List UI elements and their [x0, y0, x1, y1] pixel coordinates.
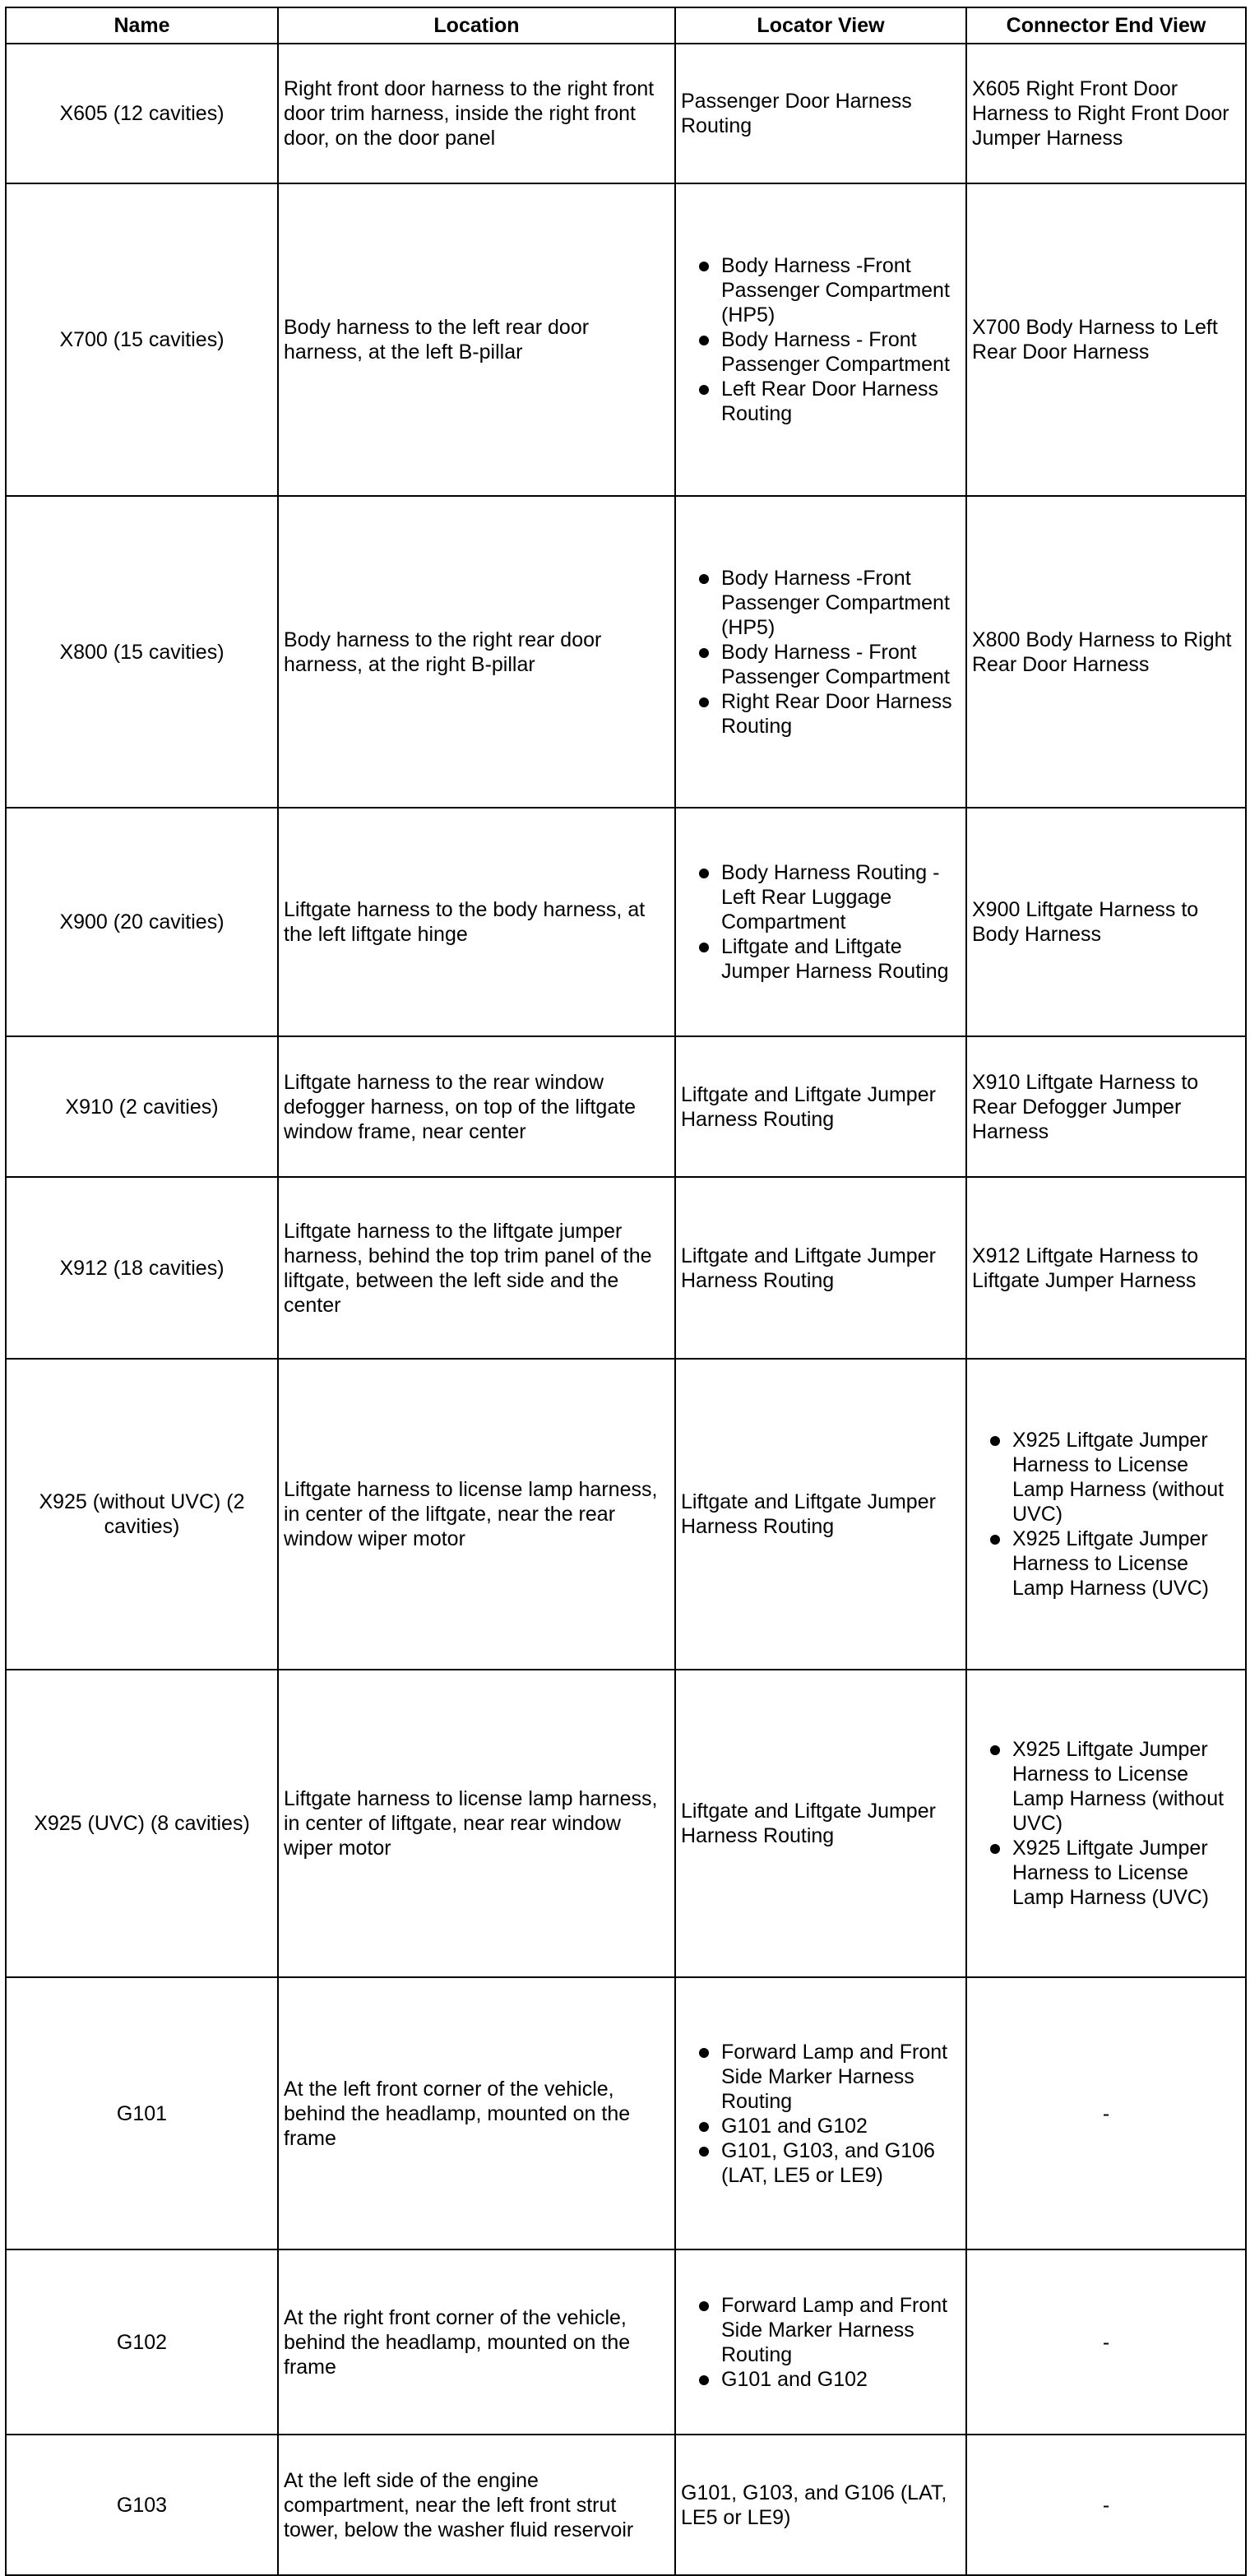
table-row [6, 2249, 1246, 2435]
list-item: Body Harness Routing - Left Rear Luggage Compartment [681, 860, 961, 934]
cell-location: Body harness to the right rear door harness, at the right B-pillar [278, 496, 675, 808]
cell-locator-view-text: Liftgate and Liftgate Jumper Harness Routing [681, 1244, 936, 1292]
cell-name: X800 (15 cavities) [6, 496, 278, 808]
cell-location: Liftgate harness to license lamp harness, in center of the liftgate, near the rear window wiper motor [278, 1359, 675, 1670]
list-item: Right Rear Door Harness Routing [681, 689, 961, 739]
cell-locator-view-text: Liftgate and Liftgate Jumper Harness Routing [681, 1490, 936, 1538]
cell-location: At the left front corner of the vehicle, behind the headlamp, mounted on the frame [278, 1977, 675, 2249]
cell-locator-view [675, 2249, 966, 2435]
cell-location: Liftgate harness to the body harness, at the left liftgate hinge [278, 808, 675, 1036]
cell-locator-view-list [681, 566, 961, 739]
table-row [6, 1036, 1246, 1177]
cell-connector-end-view-list [972, 1428, 1240, 1601]
cell-name: X605 (12 cavities) [6, 44, 278, 183]
cell-locator-view-text: Liftgate and Liftgate Jumper Harness Routing [681, 1082, 936, 1131]
table-row [6, 2435, 1246, 2575]
cell-locator-view-list [681, 2040, 961, 2188]
list-item: Forward Lamp and Front Side Marker Harness Routing [681, 2040, 961, 2114]
cell-name: X700 (15 cavities) [6, 183, 278, 496]
cell-connector-end-view [966, 1036, 1246, 1177]
table-row [6, 1977, 1246, 2249]
list-item: X925 Liftgate Jumper Harness to License Lamp Harness (without UVC) [972, 1737, 1240, 1836]
list-item: Forward Lamp and Front Side Marker Harness Routing [681, 2293, 961, 2367]
cell-locator-view-text: G101, G103, and G106 (LAT, LE5 or LE9) [681, 2481, 947, 2529]
cell-locator-view [675, 2435, 966, 2575]
cell-connector-end-view-text: X700 Body Harness to Left Rear Door Harness [972, 316, 1218, 364]
cell-locator-view [675, 1359, 966, 1670]
list-item: G101, G103, and G106 (LAT, LE5 or LE9) [681, 2138, 961, 2188]
cell-locator-view-text: Liftgate and Liftgate Jumper Harness Routing [681, 1800, 936, 1847]
cell-connector-end-view [966, 1359, 1246, 1670]
list-item: Body Harness - Front Passenger Compartment [681, 640, 961, 689]
cell-name: X925 (without UVC) (2 cavities) [6, 1359, 278, 1670]
list-item: Body Harness -Front Passenger Compartment (HP5) [681, 253, 961, 327]
header-connector-end-view: Connector End View [966, 7, 1246, 44]
cell-locator-view [675, 1670, 966, 1977]
cell-connector-end-view-list [972, 1737, 1240, 1910]
cell-name: G102 [6, 2249, 278, 2435]
cell-location: Liftgate harness to the rear window defogger harness, on top of the liftgate window frame, near center [278, 1036, 675, 1177]
cell-connector-end-view-text: X800 Body Harness to Right Rear Door Harness [972, 628, 1232, 676]
cell-connector-end-view [966, 1670, 1246, 1977]
cell-locator-view [675, 1036, 966, 1177]
cell-name: G101 [6, 1977, 278, 2249]
cell-connector-end-view-text: X912 Liftgate Harness to Liftgate Jumper Harness [972, 1244, 1199, 1292]
cell-connector-end-view [966, 496, 1246, 808]
table-row [6, 1359, 1246, 1670]
cell-name: X910 (2 cavities) [6, 1036, 278, 1177]
header-name: Name [6, 7, 278, 44]
list-item: Body Harness -Front Passenger Compartment (HP5) [681, 566, 961, 640]
table-body [6, 44, 1246, 2575]
cell-location: At the right front corner of the vehicle, behind the headlamp, mounted on the frame [278, 2249, 675, 2435]
table-row [6, 183, 1246, 496]
list-item: X925 Liftgate Jumper Harness to License Lamp Harness (UVC) [972, 1836, 1240, 1910]
list-item: Body Harness - Front Passenger Compartment [681, 327, 961, 377]
header-locator-view: Locator View [675, 7, 966, 44]
table-row [6, 496, 1246, 808]
cell-name: G103 [6, 2435, 278, 2575]
cell-location: Right front door harness to the right front door trim harness, inside the right front door, on the door panel [278, 44, 675, 183]
cell-connector-end-view-text: X605 Right Front Door Harness to Right Front Door Jumper Harness [972, 77, 1229, 150]
cell-locator-view-text: Passenger Door Harness Routing [681, 90, 912, 137]
cell-location: Liftgate harness to license lamp harness, in center of liftgate, near rear window wiper motor [278, 1670, 675, 1977]
cell-location: Body harness to the left rear door harness, at the left B-pillar [278, 183, 675, 496]
cell-locator-view [675, 44, 966, 183]
cell-connector-end-view-text: - [1102, 2493, 1110, 2517]
cell-locator-view [675, 1977, 966, 2249]
cell-connector-end-view [966, 2249, 1246, 2435]
cell-connector-end-view [966, 1177, 1246, 1359]
cell-connector-end-view-text: X910 Liftgate Harness to Rear Defogger Jumper Harness [972, 1070, 1199, 1143]
cell-connector-end-view [966, 808, 1246, 1036]
cell-name: X900 (20 cavities) [6, 808, 278, 1036]
cell-locator-view-list [681, 860, 961, 984]
cell-connector-end-view [966, 44, 1246, 183]
header-row [6, 7, 1246, 44]
connector-table [5, 7, 1247, 2576]
cell-locator-view-list [681, 2293, 961, 2392]
table-row [6, 44, 1246, 183]
cell-locator-view-list [681, 253, 961, 426]
header-location: Location [278, 7, 675, 44]
cell-connector-end-view-text: X900 Liftgate Harness to Body Harness [972, 898, 1199, 946]
list-item: G101 and G102 [681, 2367, 961, 2392]
cell-name: X912 (18 cavities) [6, 1177, 278, 1359]
cell-locator-view [675, 183, 966, 496]
cell-connector-end-view [966, 1977, 1246, 2249]
table-row [6, 1177, 1246, 1359]
cell-name: X925 (UVC) (8 cavities) [6, 1670, 278, 1977]
cell-locator-view [675, 808, 966, 1036]
cell-locator-view [675, 496, 966, 808]
cell-connector-end-view [966, 183, 1246, 496]
cell-location: At the left side of the engine compartment, near the left front strut tower, below the washer fluid reservoir [278, 2435, 675, 2575]
list-item: G101 and G102 [681, 2114, 961, 2138]
cell-connector-end-view [966, 2435, 1246, 2575]
cell-location: Liftgate harness to the liftgate jumper harness, behind the top trim panel of the liftgate, between the left side and the center [278, 1177, 675, 1359]
table-row [6, 1670, 1246, 1977]
list-item: Left Rear Door Harness Routing [681, 377, 961, 426]
table-row [6, 808, 1246, 1036]
cell-connector-end-view-text: - [1102, 2101, 1110, 2125]
list-item: Liftgate and Liftgate Jumper Harness Routing [681, 934, 961, 984]
cell-connector-end-view-text: - [1102, 2330, 1110, 2354]
list-item: X925 Liftgate Jumper Harness to License Lamp Harness (UVC) [972, 1527, 1240, 1601]
list-item: X925 Liftgate Jumper Harness to License Lamp Harness (without UVC) [972, 1428, 1240, 1527]
cell-locator-view [675, 1177, 966, 1359]
